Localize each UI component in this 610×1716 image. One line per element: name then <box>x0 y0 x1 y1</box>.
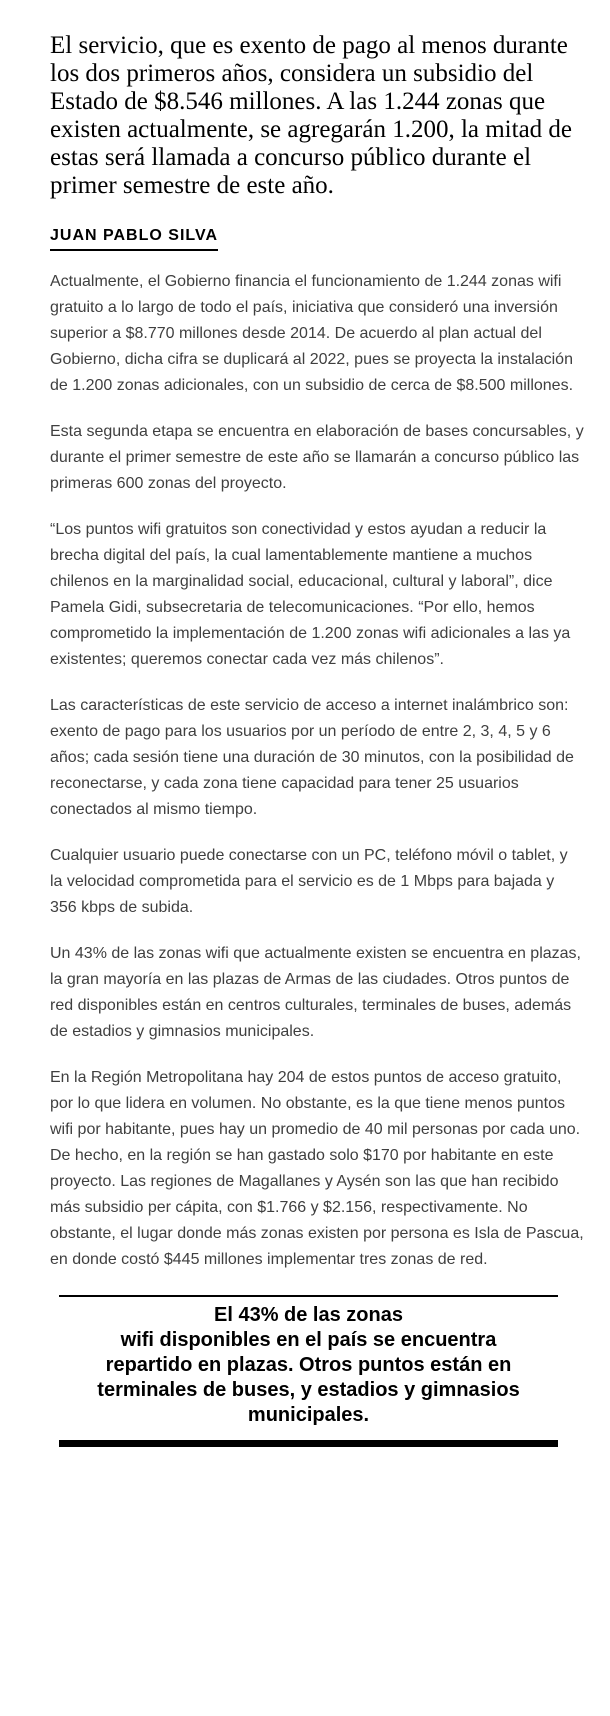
pull-quote-line: municipales. <box>247 1404 370 1426</box>
pull-quote <box>59 1295 558 1447</box>
pull-quote-line: El 43% de las zonas <box>214 1304 403 1326</box>
article-paragraph: Un 43% de las zonas wifi que actualmente existen se encuentra en plazas, la gran mayoría en las plazas de Armas de las ciudades. Otros puntos de red disponibles están en centros culturales, terminales de buses, además de estadios y gimnasios municipales. <box>50 945 581 1040</box>
article-paragraph: Cualquier usuario puede conectarse con un PC, teléfono móvil o tablet, y la velocidad comprometida para el servicio es de 1 Mbps para bajada y 356 kbps de subida. <box>50 847 568 916</box>
byline-row <box>50 226 584 251</box>
article-paragraph: Actualmente, el Gobierno financia el funcionamiento de 1.244 zonas wifi gratuito a lo largo de todo el país, iniciativa que consideró una inversión superior a $8.770 millones desde 2014. De acuerdo al plan actual del Gobierno, dicha cifra se duplicará al 2022, pues se proyecta la instalación de 1.200 zonas adicionales, con un subsidio de cerca de $8.500 millones. <box>50 273 574 394</box>
pull-quote-line: terminales de buses, y estadios y gimnasios <box>97 1379 520 1401</box>
article-paragraph: En la Región Metropolitana hay 204 de estos puntos de acceso gratuito, por lo que lidera en volumen. No obstante, es la que tiene menos puntos wifi por habitante, pues hay un promedio de 40 mil personas por cada uno. De hecho, en la región se han gastado solo $170 por habitante en este proyecto. Las regiones de Magallanes y Aysén son las que han recibido más subsidio per cápita, con $1.766 y $2.156, respectivamente. No obstante, el lugar donde más zonas existen por persona es Isla de Pascua, en donde costó $445 millones implementar tres zonas de red. <box>50 1069 584 1268</box>
article-byline: JUAN PABLO SILVA <box>50 226 218 251</box>
pull-quote-line: repartido en plazas. Otros puntos están en <box>105 1354 512 1376</box>
article-paragraph: Esta segunda etapa se encuentra en elaboración de bases concursables, y durante el primer semestre de este año se llamarán a concurso público las primeras 600 zonas del proyecto. <box>50 423 584 492</box>
pull-quote-line: wifi disponibles en el país se encuentra <box>120 1329 497 1351</box>
article-paragraph: “Los puntos wifi gratuitos son conectividad y estos ayudan a reducir la brecha digital del país, la cual lamentablemente mantiene a muchos chilenos en la marginalidad social, educacional, cultural y laboral”, dice Pamela Gidi, subsecretaria de telecomunicaciones. “Por ello, hemos comprometido la implementación de 1.200 zonas wifi adicionales a las ya existentes; queremos conectar cada vez más chilenos”. <box>50 521 571 668</box>
article-lead: El servicio, que es exento de pago al menos durante los dos primeros años, considera un subsidio del Estado de $8.546 millones. A las 1.244 zonas que existen actualmente, se agregarán 1.200, la mitad de estas será llamada a concurso público durante el primer semestre de este año. <box>50 32 573 199</box>
article-paragraph: Las características de este servicio de acceso a internet inalámbrico son: exento de pago para los usuarios por un período de entre 2, 3, 4, 5 y 6 años; cada sesión tiene una duración de 30 minutos, con la posibilidad de reconectarse, y cada zona tiene capacidad para tener 25 usuarios conectados al mismo tiempo. <box>50 697 574 818</box>
